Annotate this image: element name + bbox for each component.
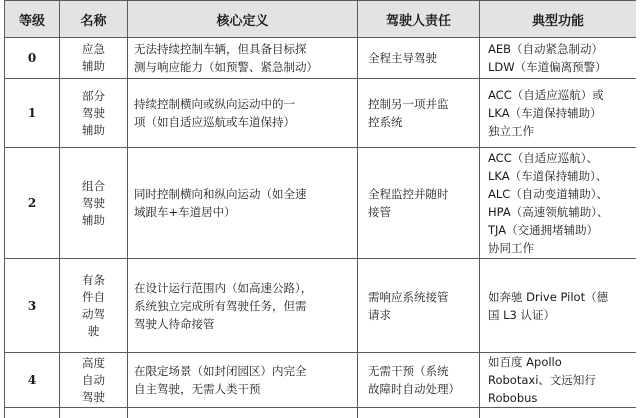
level-cell: 1 [5,79,60,148]
responsibility-line: 控制另一项并监 [368,97,449,111]
definition-line: 在限定场景（如封闭园区）内完全 [134,364,307,378]
name-line: 驶 [87,323,100,338]
autonomy-levels-table-wrapper [4,0,636,418]
header-level: 等级 [5,1,60,38]
responsibility-cell [358,38,480,79]
responsibility-line: 接管 [368,205,391,219]
table-row [5,38,637,79]
definition-line: 在设计运行范围内（如高速公路）， [134,280,313,295]
responsibility-line: 故障时自动处理） [368,382,460,396]
function-line: LKA（车道保持辅助）、 [488,169,608,183]
header-functions: 典型功能 [480,1,637,38]
definition-line: 持续控制横向或纵向运动中的一 [134,97,295,111]
name-line: 驾驶 [82,195,105,210]
autonomy-levels-table [4,0,636,418]
definition-line: 无法持续控制车辆，但具备目标探 [134,42,307,56]
name-cell [60,408,128,418]
level-cell: 4 [5,353,60,408]
function-line: TJA（交通拥堵辅助） [488,223,599,237]
function-line: 国 L3 认证） [488,307,556,322]
name-line: 自动 [82,372,105,387]
function-line: AEB（自动紧急制动） [488,42,604,56]
definition-line: 同时控制横向和纵向运动（如全速 [134,187,307,201]
responsibility-cell [358,79,480,148]
table-row [5,353,637,408]
name-cell [60,148,128,259]
function-line: ACC（自适应巡航）或 [488,88,604,102]
function-line: ACC（自适应巡航）、 [488,151,598,165]
definition-cell [128,148,358,259]
name-line: 辅助 [82,59,105,73]
name-cell [60,38,128,79]
name-line: 应急 [82,42,105,56]
function-line: LKA（车道保持辅助） [488,106,602,120]
function-line: Robobus [488,391,538,405]
definition-cell [128,259,358,353]
name-line: 驾驶 [82,105,105,120]
function-line: 如奔驰 Drive Pilot（德 [488,289,609,304]
definition-line: 域跟车+车道居中） [134,205,236,219]
responsibility-line: 全程监控并随时 [368,187,449,201]
responsibility-cell [358,408,480,418]
function-line: LDW（车道偏离预警） [488,60,607,74]
definition-line: 测与响应能力（如预警、紧急制动） [134,60,318,74]
header-definition: 核心定义 [128,1,358,38]
name-line: 高度 [82,355,105,370]
functions-cell [480,79,637,148]
name-line: 有条 [82,272,105,287]
function-line: ALC（自动变道辅助）、 [488,187,609,201]
level-cell: 0 [5,38,60,79]
responsibility-line: 控系统 [368,115,403,129]
responsibility-cell [358,259,480,353]
responsibility-cell [358,148,480,259]
table-header-row [5,1,637,38]
table-row [5,79,637,148]
header-responsibility: 驾驶人责任 [358,1,480,38]
definition-line: 自主驾驶，无需人类干预 [134,382,261,396]
responsibility-line: 无需干预（系统 [368,364,449,378]
level-cell: 2 [5,148,60,259]
name-cell [60,79,128,148]
name-line: 辅助 [82,122,105,137]
functions-cell [480,408,637,418]
name-line: 件自 [82,289,105,304]
functions-cell [480,148,637,259]
name-line: 组合 [82,178,105,193]
function-line: 协同工作 [488,241,534,255]
function-line: Robotaxi、文远知行 [488,373,596,387]
definition-line: 系统独立完成所有驾驶任务，但需 [134,298,307,313]
name-line: 驾驶 [82,389,105,404]
name-cell [60,353,128,408]
function-line: 如百度 Apollo [488,355,562,369]
responsibility-cell [358,353,480,408]
name-cell [60,259,128,353]
definition-cell [128,353,358,408]
definition-cell [128,79,358,148]
functions-cell [480,259,637,353]
function-line: HPA（高速领航辅助）、 [488,205,609,219]
functions-cell [480,38,637,79]
function-line: 独立工作 [488,124,534,138]
functions-cell [480,353,637,408]
responsibility-line: 需响应系统接管 [368,289,449,304]
definition-cell [128,38,358,79]
definition-line: 驾驶人待命接管 [134,316,215,331]
table-row [5,148,637,259]
header-name: 名称 [60,1,128,38]
responsibility-line: 全程主导驾驶 [368,51,437,65]
table-row [5,259,637,353]
level-cell: 3 [5,259,60,353]
definition-cell [128,408,358,418]
level-cell [5,408,60,418]
responsibility-line: 请求 [368,307,391,322]
name-line: 辅助 [82,212,105,227]
definition-line: 项（如自适应巡航或车道保持） [134,115,295,129]
table-row-partial [5,408,637,418]
name-line: 部分 [82,88,105,103]
name-line: 动驾 [82,306,105,321]
